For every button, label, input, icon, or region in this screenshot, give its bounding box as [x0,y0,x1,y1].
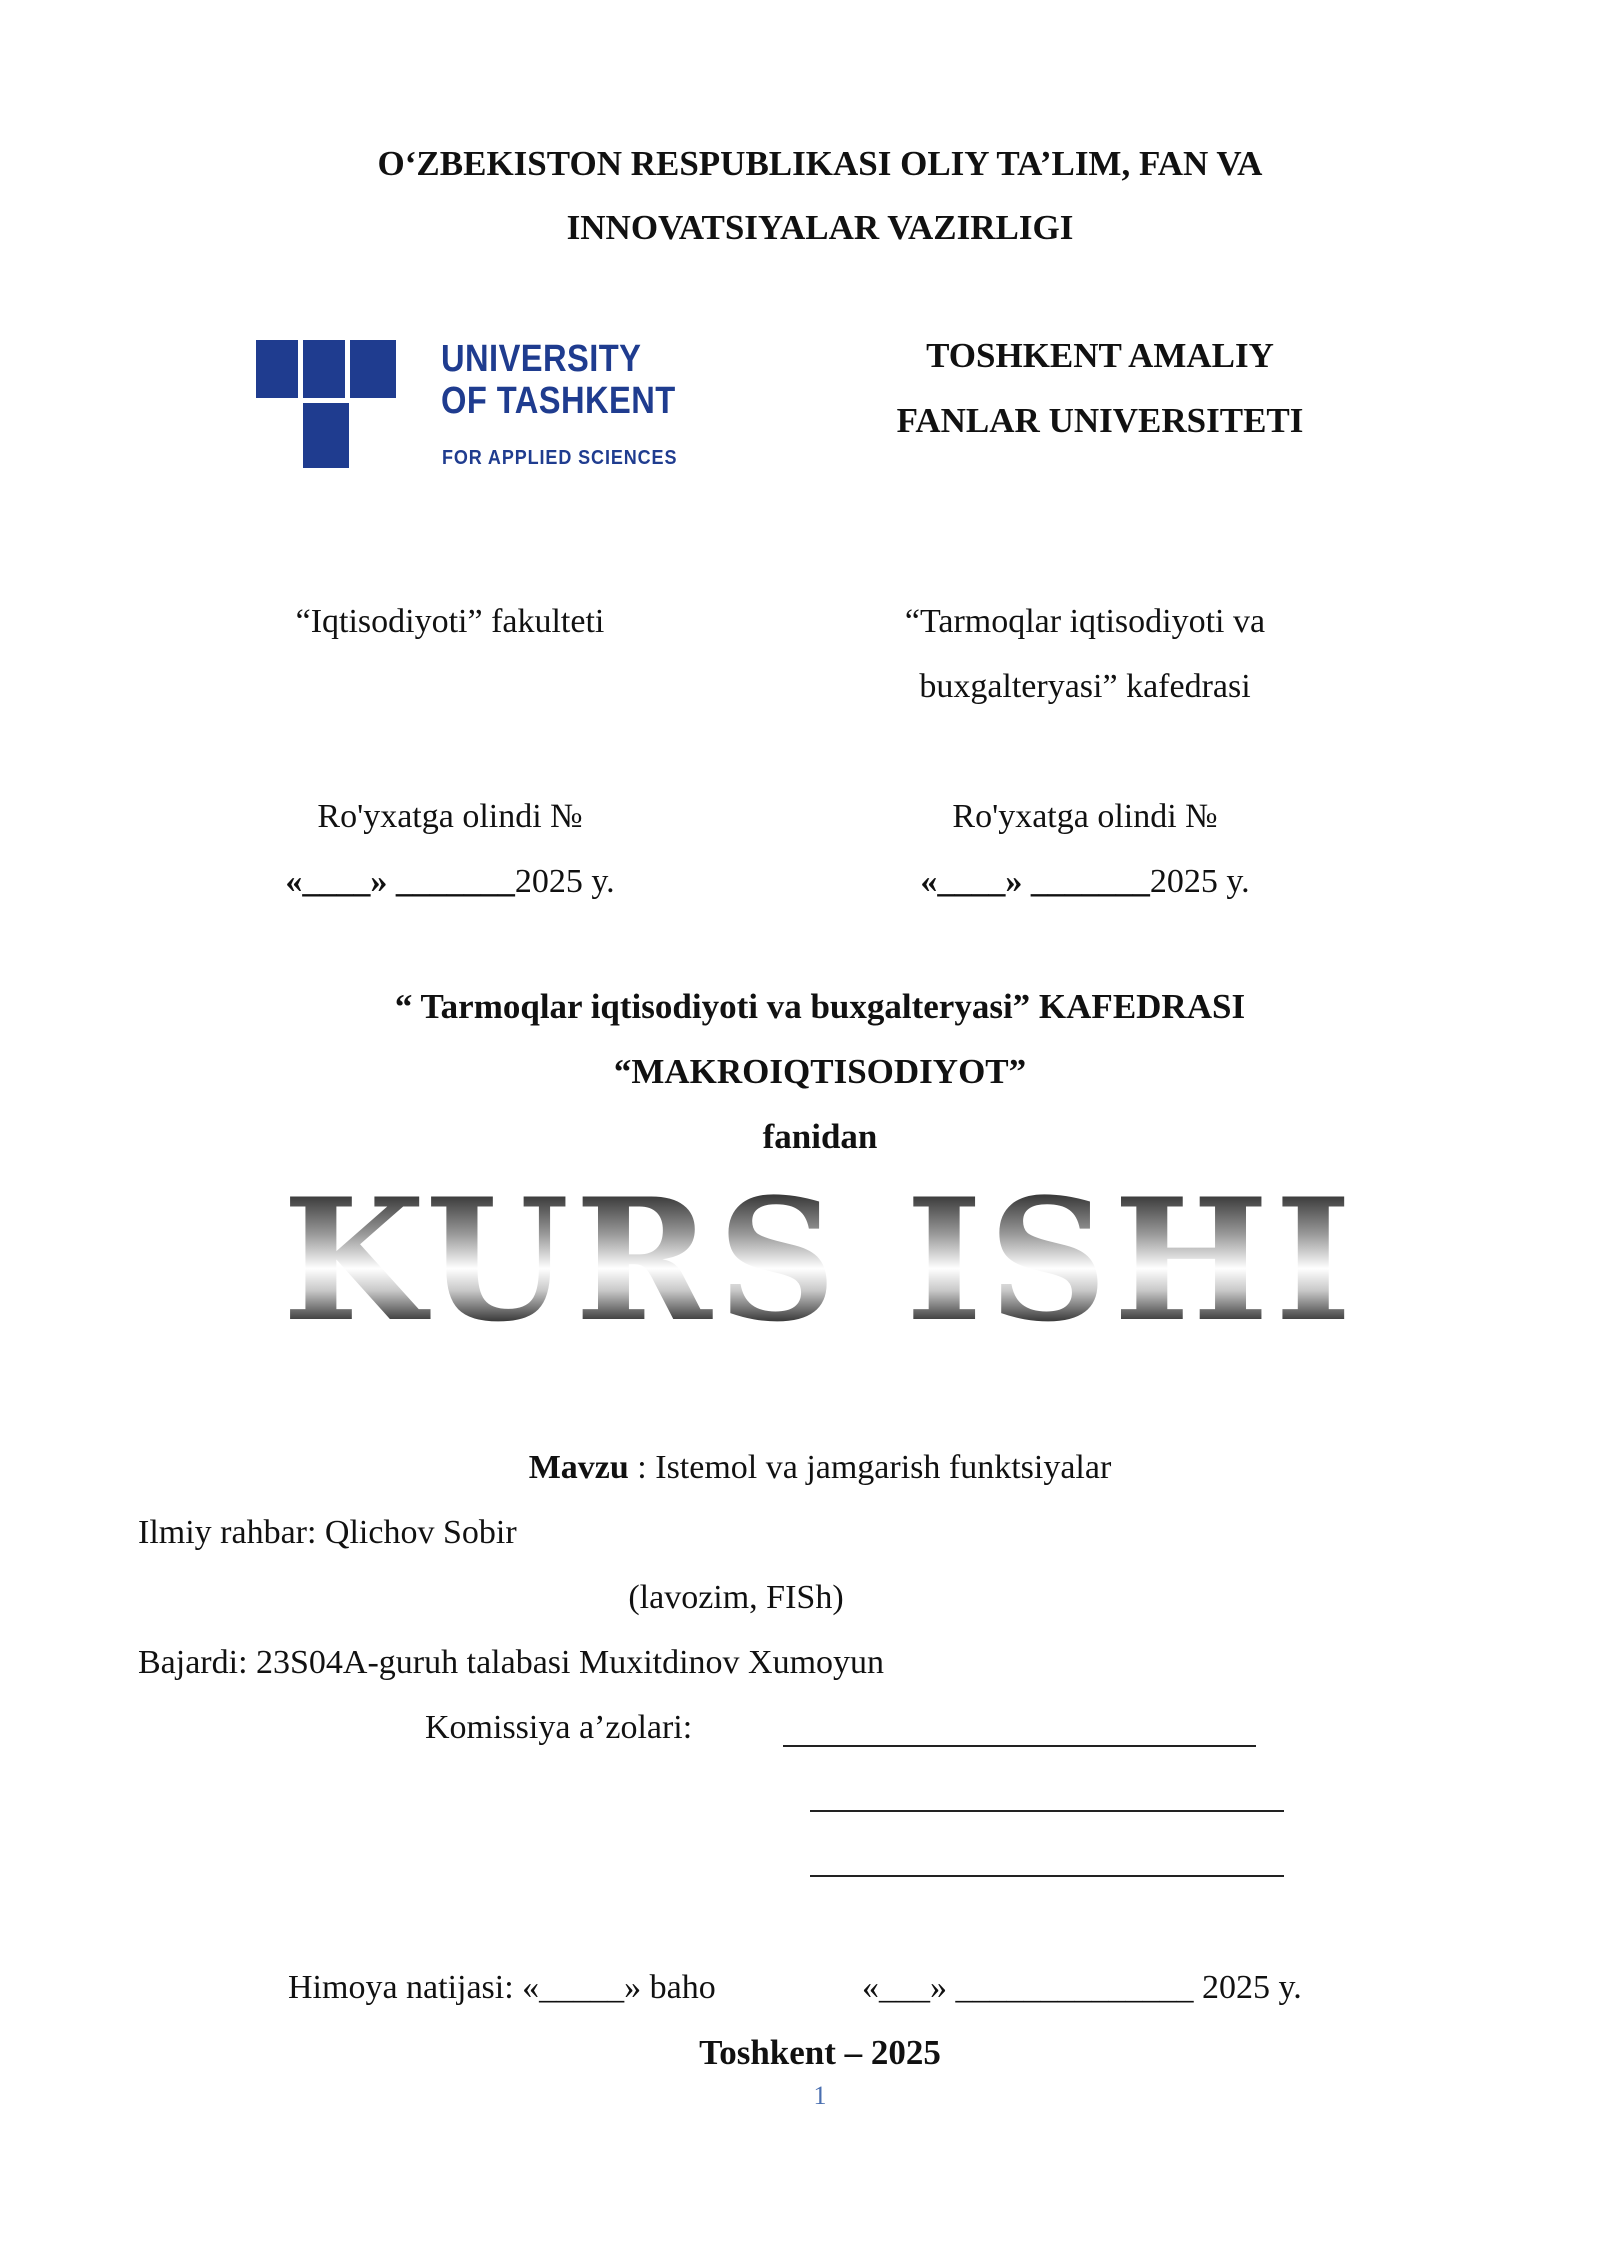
department-name-line1: “Tarmoqlar iqtisodiyoti va [904,603,1266,640]
logo-text-university: UNIVERSITY [441,338,642,380]
defense-date: «___» ______________ 2025 y. [862,1969,1302,2006]
university-name-line1: TOSHKENT AMALIY [926,336,1274,375]
registration-year: 2025 y. [514,863,615,900]
registration-date [180,860,720,925]
topic-label: Mavzu [528,1449,629,1486]
department-name-line2: buxgalteryasi” kafedrasi [919,668,1251,705]
registration-year: 2025 y. [1149,863,1250,900]
performer-line: Bajardi: 23S04A-guruh talabasi Muxitdinov Xumoyun [138,1644,885,1681]
month-blank: _______ [395,863,515,900]
faculty-name: “Iqtisodiyoti” fakulteti [295,603,605,640]
registration-block-right [815,795,1355,925]
day-blank: ____ [937,863,1006,900]
logo-square-3 [350,340,396,398]
commission-signature-line-1 [783,1745,1256,1747]
logo-text-applied-sciences: FOR APPLIED SCIENCES [442,447,678,469]
month-blank: _______ [1030,863,1150,900]
logo-square-2 [303,340,345,398]
registration-label: Ro'yxatga olindi № [952,798,1218,835]
logo-square-4 [303,403,349,468]
position-note: (lavozim, FISh) [628,1579,844,1616]
registration-date [815,860,1355,925]
logo-text-of-tashkent: OF TASHKENT [441,380,676,422]
university-name-line2: FANLAR UNIVERSITETI [896,401,1304,440]
page-number: 1 [813,2081,827,2110]
university-logo [256,340,676,475]
defense-result: Himoya natijasi: «_____» baho [288,1969,716,2006]
registration-label: Ro'yxatga olindi № [317,798,583,835]
commission-signature-line-3 [810,1875,1284,1877]
registration-block-left [180,795,720,925]
commission-signature-line-2 [810,1810,1284,1812]
quote-open: « [285,863,303,900]
ministry-title-line1: O‘ZBEKISTON RESPUBLIKASI OLIY TA’LIM, FAN VA [377,144,1263,183]
quote-close: » [1005,863,1023,900]
course-department-line: “ Tarmoqlar iqtisodiyoti va buxgalteryasi” KAFEDRASI [394,987,1246,1026]
quote-close: » [370,863,388,900]
topic-value: : Istemol va jamgarish funktsiyalar [628,1449,1112,1486]
city-year: Toshkent – 2025 [699,2033,941,2072]
course-heading [0,985,1600,1180]
department-name [815,600,1355,730]
logo-square-1 [256,340,298,398]
topic-line [0,1446,1600,1490]
kurs-ishi-title-art: KURS ISHI [16,1175,1600,1345]
commission-label: Komissiya a’zolari: [425,1709,693,1746]
course-subject-line: “MAKROIQTISODIYOT” [613,1052,1027,1091]
supervisor-line: Ilmiy rahbar: Qlichov Sobir [138,1514,517,1551]
quote-open: « [920,863,938,900]
ministry-title [0,142,1600,270]
course-fanidan-line: fanidan [762,1117,878,1156]
university-name [850,334,1350,464]
ministry-title-line2: INNOVATSIYALAR VAZIRLIGI [566,208,1074,247]
day-blank: ____ [302,863,371,900]
